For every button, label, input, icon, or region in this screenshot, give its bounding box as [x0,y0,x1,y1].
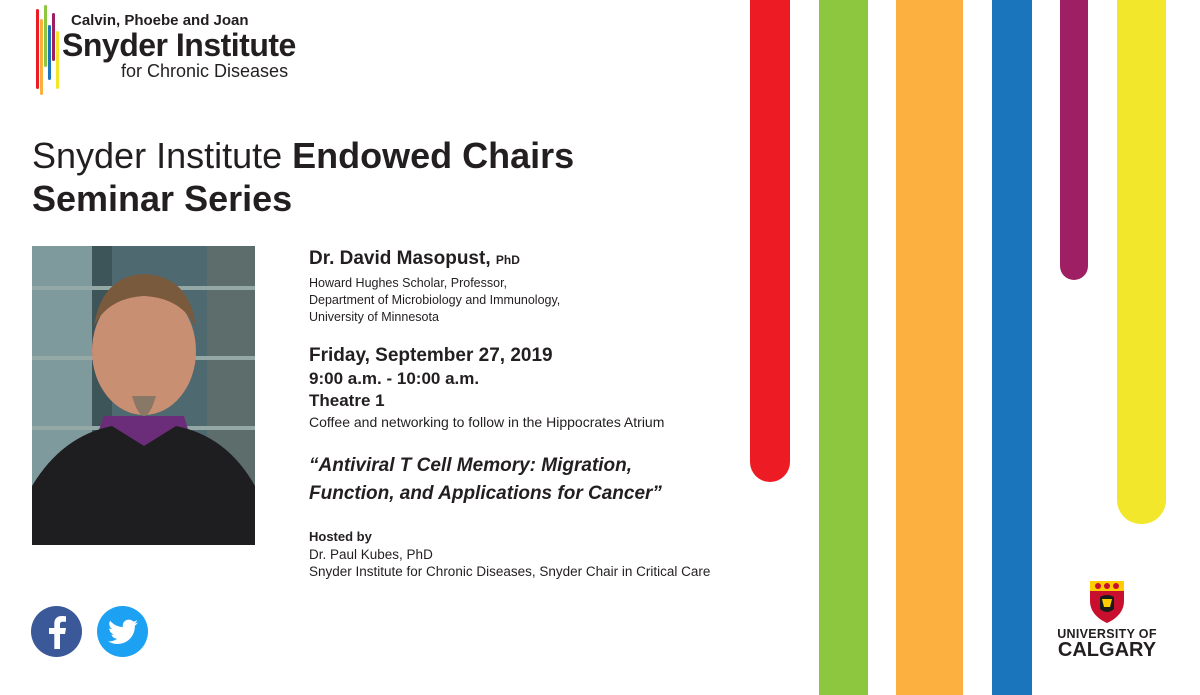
speaker-affiliation [309,275,759,326]
logo-sub-line: for Chronic Diseases [121,61,289,81]
speaker-name [309,246,759,273]
twitter-button[interactable] [97,606,148,657]
series-title [32,134,574,220]
series-title-bold-1: Endowed Chairs [292,135,575,176]
speaker-photo [32,246,255,545]
affiliation-line: University of Minnesota [309,310,439,324]
yellow-stripe [1117,0,1166,524]
twitter-icon [108,619,138,645]
series-title-bold-2: Seminar Series [32,178,293,219]
orange-stripe [896,0,963,695]
event-date: Friday, September 27, 2019 [309,345,553,366]
blue-stripe [992,0,1032,695]
green-stripe [819,0,868,695]
facebook-button[interactable] [31,606,82,657]
university-of-calgary-logo [1052,577,1162,662]
series-title-light: Snyder Institute [32,135,293,176]
speaker-degree: PhD [495,253,520,267]
logo-top-line: Calvin, Phoebe and Joan [71,12,249,29]
logo-bars-icon [34,5,62,95]
host-title: Snyder Institute for Chronic Diseases, Snyder Chair in Critical Care [309,564,711,579]
university-line2: CALGARY [1057,639,1157,661]
logo-main-line: Snyder Institute [62,27,296,63]
speaker-name-text: Dr. David Masopust, [309,248,491,269]
affiliation-line: Howard Hughes Scholar, Professor, [309,276,508,290]
red-stripe [750,0,790,482]
talk-title-line2: Function, and Applications for Cancer” [309,483,662,504]
event-time: 9:00 a.m. - 10:00 a.m. [309,369,480,388]
university-line1: UNIVERSITY OF [1057,627,1157,641]
affiliation-line: Department of Microbiology and Immunology, [309,293,561,307]
event-venue: Theatre 1 [309,391,385,410]
facebook-icon [46,615,68,649]
host-name: Dr. Paul Kubes, PhD [309,547,433,562]
purple-stripe [1060,0,1088,280]
crest-icon [1088,577,1126,623]
talk-title-line1: “Antiviral T Cell Memory: Migration, [309,455,633,476]
hosted-by-label: Hosted by [309,529,372,544]
talk-title [309,452,759,508]
event-details [309,246,759,580]
snyder-institute-logo [34,5,334,95]
event-note: Coffee and networking to follow in the Hippocrates Atrium [309,414,665,430]
